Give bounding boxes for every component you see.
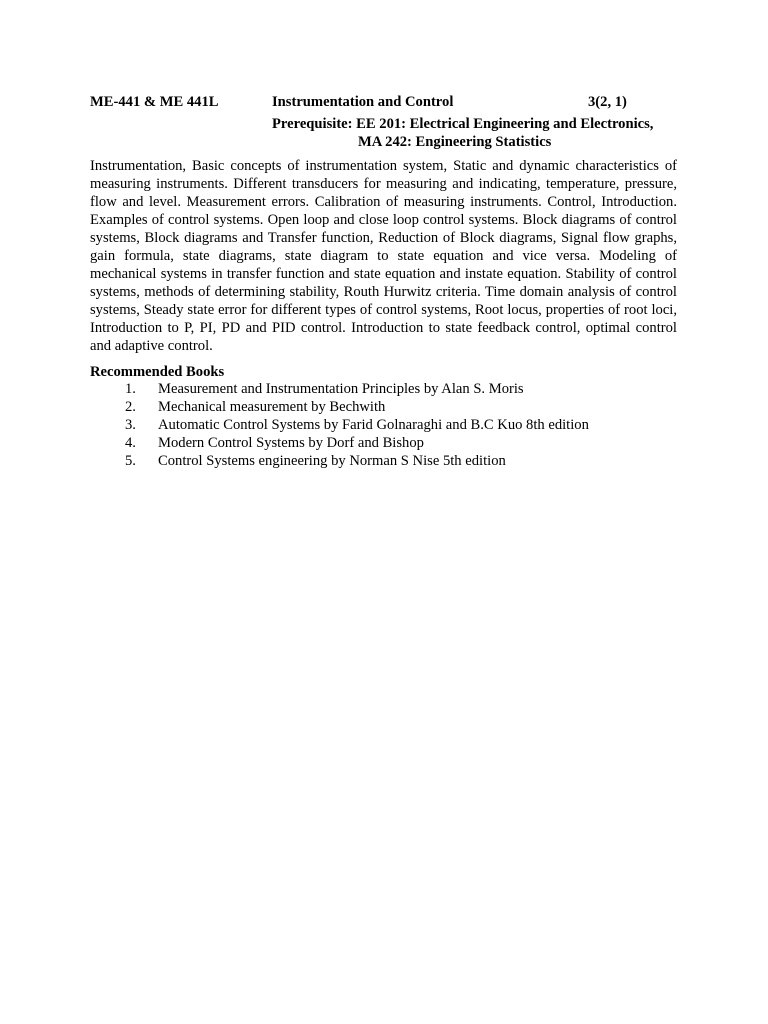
prerequisite-line-1: Prerequisite: EE 201: Electrical Engineering and Electronics, [272, 116, 654, 132]
book-number: 5. [125, 453, 136, 469]
book-title: Automatic Control Systems by Farid Golnaraghi and B.C Kuo 8th edition [158, 417, 589, 433]
book-title: Modern Control Systems by Dorf and Bishop [158, 435, 424, 451]
book-number: 3. [125, 417, 136, 433]
course-description: Instrumentation, Basic concepts of instrumentation system, Static and dynamic characteristics of measuring instruments. Different transducers for measuring and indicating, temperature, pressure, flow and level. Measurement errors. Calibration of measuring instruments. Control, Introduction. Examples of control systems. Open loop and close loop control systems. Block diagrams of control systems, Block diagrams and Transfer function, Reduction of Block diagrams, Signal flow graphs, gain formula, state diagrams, state diagram to state equation and vice versa. Modeling of mechanical systems in transfer function and state equation and instate equation. Stability of control systems, methods of determining stability, Routh Hurwitz criteria. Time domain analysis of control systems, Steady state error for different types of control systems, Root locus, properties of root loci, Introduction to P, PI, PD and PID control. Introduction to state feedback control, optimal control and adaptive control. [90, 158, 677, 354]
prerequisite-line-2: MA 242: Engineering Statistics [358, 134, 552, 150]
book-number: 1. [125, 381, 136, 397]
book-number: 4. [125, 435, 136, 451]
course-title: Instrumentation and Control [272, 94, 454, 110]
book-number: 2. [125, 399, 136, 415]
book-title: Measurement and Instrumentation Principles by Alan S. Moris [158, 381, 524, 397]
course-credits: 3(2, 1) [588, 94, 627, 110]
book-title: Mechanical measurement by Bechwith [158, 399, 386, 415]
course-code: ME-441 & ME 441L [90, 94, 219, 110]
recommended-books-heading: Recommended Books [90, 364, 225, 380]
book-title: Control Systems engineering by Norman S Nise 5th edition [158, 453, 506, 469]
